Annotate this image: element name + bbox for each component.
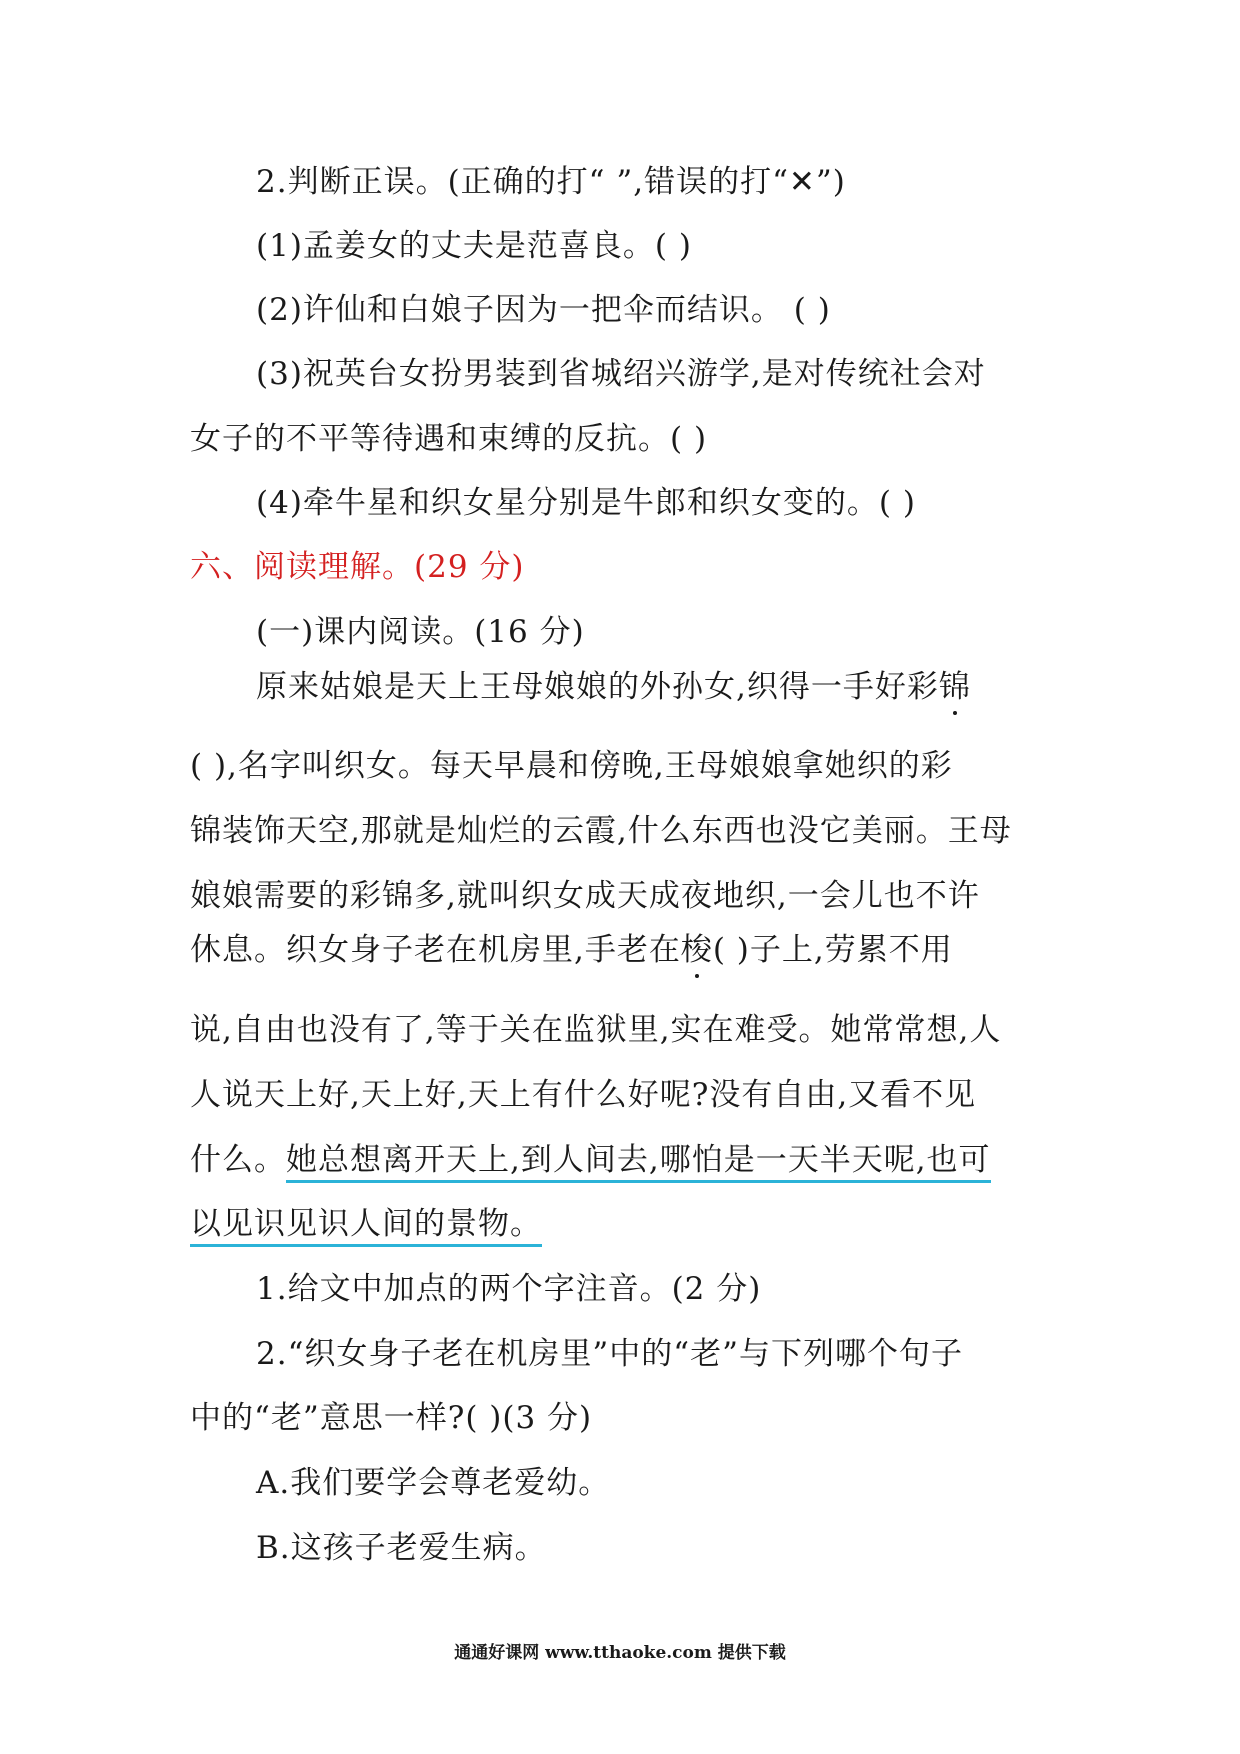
passage-line-7: 人说天上好,天上好,天上有什么好呢?没有自由,又看不见 (190, 1077, 977, 1113)
passage-line-1 (256, 667, 971, 707)
judge-item-4: (4)牵牛星和织女星分别是牛郎和织女变的。( ) (256, 485, 916, 521)
passage-text: 休息。织女身子老在机房里,手老在 (190, 932, 681, 968)
passage-line-4: 娘娘需要的彩锦多,就叫织女成天成夜地织,一会儿也不许 (190, 878, 980, 914)
judge-question-title: 2.判断正误。(正确的打“ ”,错误的打“✕”) (256, 164, 846, 200)
option-b: B.这孩子老爱生病。 (256, 1530, 547, 1566)
judge-item-3-cont: 女子的不平等待遇和束缚的反抗。( ) (190, 421, 708, 457)
judge-item-3: (3)祝英台女扮男装到省城绍兴游学,是对传统社会对 (256, 356, 986, 392)
dotted-char: 锦 (938, 669, 971, 705)
passage-line-3: 锦装饰天空,那就是灿烂的云霞,什么东西也没它美丽。王母 (190, 813, 1012, 849)
passage-line-9 (190, 1204, 542, 1244)
judge-item-1: (1)孟姜女的丈夫是范喜良。( ) (256, 228, 692, 264)
underlined-sentence: 以见识见识人间的景物。 (190, 1206, 542, 1247)
judge-item-2: (2)许仙和白娘子因为一把伞而结识。 ( ) (256, 292, 831, 328)
dotted-char: 梭 (680, 932, 713, 968)
passage-text: 原来姑娘是天上王母娘娘的外孙女,织得一手好彩 (256, 669, 939, 705)
passage-line-6: 说,自由也没有了,等于关在监狱里,实在难受。她常常想,人 (190, 1012, 1002, 1048)
passage-text: ( )子上,劳累不用 (712, 932, 953, 968)
passage-text: 什么。 (190, 1142, 286, 1178)
passage-line-2: ( ),名字叫织女。每天早晨和傍晚,王母娘娘拿她织的彩 (190, 748, 953, 784)
passage-line-8 (190, 1140, 991, 1180)
passage-line-5 (190, 930, 953, 970)
question-1: 1.给文中加点的两个字注音。(2 分) (256, 1271, 762, 1307)
option-a: A.我们要学会尊老爱幼。 (256, 1465, 611, 1501)
section-heading: 六、阅读理解。(29 分) (190, 549, 525, 585)
question-2: 2.“织女身子老在机房里”中的“老”与下列哪个句子 (256, 1336, 963, 1372)
underlined-sentence: 她总想离开天上,到人间去,哪怕是一天半天呢,也可 (286, 1142, 991, 1183)
subsection-heading: (一)课内阅读。(16 分) (256, 614, 585, 650)
footer-credit: 通通好课网 www.tthaoke.com 提供下载 (454, 1643, 786, 1663)
question-2-cont: 中的“老”意思一样?( )(3 分) (190, 1400, 593, 1436)
